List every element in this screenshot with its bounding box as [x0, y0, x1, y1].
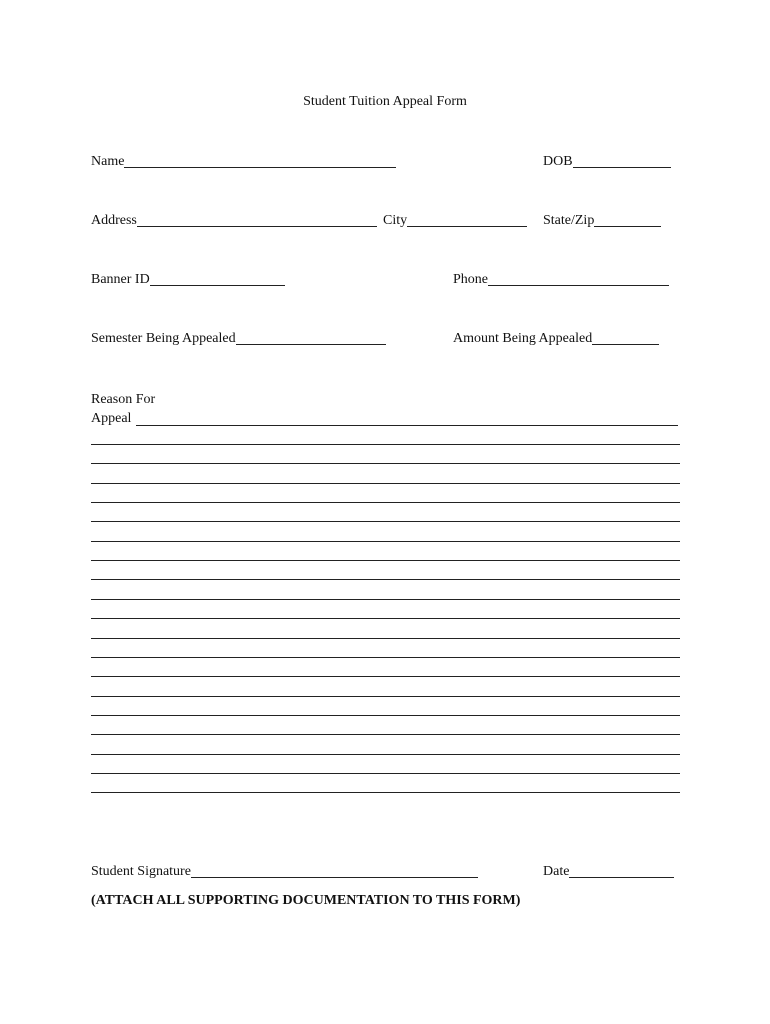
banner-id-input-line[interactable]	[150, 273, 285, 286]
address-label: Address	[91, 213, 137, 228]
city-input-line[interactable]	[407, 214, 527, 227]
reason-first-line[interactable]	[136, 425, 678, 426]
name-field[interactable]	[91, 152, 396, 170]
amount-label: Amount Being Appealed	[453, 331, 593, 346]
phone-label: Phone	[453, 272, 488, 287]
reason-blank-line[interactable]	[91, 792, 680, 793]
city-label: City	[383, 213, 408, 228]
address-input-line[interactable]	[137, 214, 377, 227]
reason-blank-line[interactable]	[91, 657, 680, 658]
reason-blank-line[interactable]	[91, 560, 680, 561]
reason-blank-line[interactable]	[91, 754, 680, 755]
state-zip-label: State/Zip	[543, 213, 595, 228]
attachment-note: (ATTACH ALL SUPPORTING DOCUMENTATION TO THIS FORM)	[91, 893, 521, 908]
reason-blank-line[interactable]	[91, 773, 680, 774]
reason-label	[91, 390, 155, 428]
reason-blank-line[interactable]	[91, 502, 680, 503]
amount-input-line[interactable]	[592, 332, 659, 345]
phone-field[interactable]	[453, 270, 669, 288]
semester-field[interactable]	[91, 329, 386, 347]
state-zip-input-line[interactable]	[594, 214, 661, 227]
reason-label-line1: Reason For	[91, 392, 156, 407]
reason-blank-line[interactable]	[91, 734, 680, 735]
reason-blank-line[interactable]	[91, 463, 680, 464]
date-input-line[interactable]	[569, 865, 674, 878]
reason-blank-line[interactable]	[91, 541, 680, 542]
reason-blank-line[interactable]	[91, 715, 680, 716]
name-label: Name	[91, 154, 125, 169]
signature-input-line[interactable]	[191, 865, 478, 878]
dob-input-line[interactable]	[573, 155, 671, 168]
reason-blank-line[interactable]	[91, 676, 680, 677]
dob-field[interactable]	[543, 152, 671, 170]
reason-label-line2: Appeal	[91, 411, 132, 426]
form-title: Student Tuition Appeal Form	[303, 94, 467, 109]
reason-blank-line[interactable]	[91, 599, 680, 600]
amount-field[interactable]	[453, 329, 659, 347]
reason-blank-line[interactable]	[91, 638, 680, 639]
reason-blank-line[interactable]	[91, 521, 680, 522]
state-zip-field[interactable]	[543, 211, 661, 229]
address-field[interactable]	[91, 211, 377, 229]
semester-label: Semester Being Appealed	[91, 331, 236, 346]
dob-label: DOB	[543, 154, 573, 169]
signature-field[interactable]	[91, 862, 478, 880]
semester-input-line[interactable]	[236, 332, 386, 345]
date-field[interactable]	[543, 862, 674, 880]
reason-blank-line[interactable]	[91, 696, 680, 697]
reason-blank-line[interactable]	[91, 483, 680, 484]
banner-id-field[interactable]	[91, 270, 285, 288]
reason-blank-line[interactable]	[91, 618, 680, 619]
date-label: Date	[543, 864, 570, 879]
reason-blank-line[interactable]	[91, 444, 680, 445]
banner-id-label: Banner ID	[91, 272, 150, 287]
reason-blank-line[interactable]	[91, 579, 680, 580]
phone-input-line[interactable]	[488, 273, 669, 286]
city-field[interactable]	[383, 211, 527, 229]
name-input-line[interactable]	[124, 155, 396, 168]
signature-label: Student Signature	[91, 864, 191, 879]
